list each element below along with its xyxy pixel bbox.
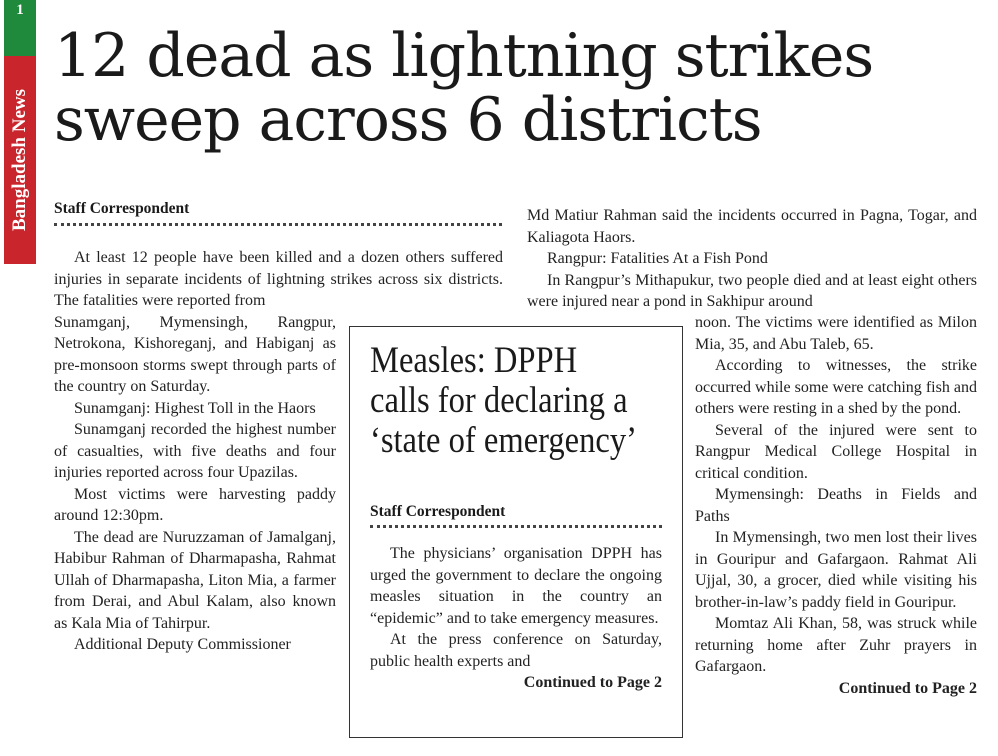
subhead: Mymensingh: Deaths in Fields and Paths (695, 486, 977, 525)
paragraph: According to witnesses, the strike occurred while some were catching fish and others were resting in a shed by the pond. (695, 357, 977, 417)
main-column-3 (695, 312, 977, 699)
paragraph: At least 12 people have been killed and a dozen others suffered injuries in separate incidents of lightning strikes across six districts. The fatalities were reported from (54, 249, 503, 309)
box-headline-line-3: ‘state of emergency’ (370, 420, 637, 461)
paragraph: Several of the injured were sent to Rangpur Medical College Hospital in critical condition. (695, 421, 977, 482)
paragraph: Most victims were harvesting paddy around 12:30pm. (54, 485, 336, 524)
subhead: Sunamganj: Highest Toll in the Haors (74, 399, 316, 417)
section-tab-green (4, 0, 36, 56)
paragraph: At the press conference on Saturday, public health experts and (370, 631, 662, 670)
box-body (370, 543, 662, 694)
paragraph: Momtaz Ali Khan, 58, was struck while returning home after Zuhr prayers in Gafargaon. (695, 615, 977, 675)
box-byline-divider (370, 525, 662, 528)
box-headline-line-1: Measles: DPPH (370, 340, 578, 381)
paragraph: Additional Deputy Commissioner (74, 636, 291, 653)
subhead: Rangpur: Fatalities At a Fish Pond (547, 250, 768, 267)
paragraph: In Rangpur’s Mithapukur, two people died and at least eight others were injured near a pond in Sakhipur around (527, 271, 977, 310)
paragraph: Sunamganj recorded the highest number of casualties, with five deaths and four injuries reported across four Upazilas. (54, 421, 336, 481)
main-byline: Staff Correspondent (54, 200, 190, 217)
headline-line-2: sweep across 6 districts (54, 85, 762, 155)
continued-link[interactable]: Continued to Page 2 (838, 679, 977, 697)
section-label: Bangladesh News (9, 89, 30, 231)
paragraph: Sunamganj, Mymensingh, Rangpur, Netrokona, Kishoreganj, and Habiganj as pre-monsoon storms swept through parts of the country on Saturday. (54, 313, 336, 395)
paragraph: In Mymensingh, two men lost their lives in Gouripur and Gafargaon. Rahmat Ali Ujjal, 30, a grocer, died while visiting his brother-in-law’s paddy field in Gouripur. (695, 529, 977, 611)
page-number: 1 (16, 2, 24, 18)
main-headline (54, 21, 984, 155)
paragraph: The dead are Nuruzzaman of Jamalganj, Habibur Rahman of Dharmapasha, Rahmat Ullah of Dharmapasha, Liton Mia, a farmer from Derai, and Abul Kalam, also known as Kala Mia of Tahirpur. (54, 528, 336, 632)
section-tab (4, 0, 36, 264)
sidebar-story-box (349, 326, 683, 738)
main-column-2 (527, 205, 977, 313)
paragraph: Md Matiur Rahman said the incidents occurred in Pagna, Togar, and Kaliagota Haors. (527, 207, 977, 246)
byline-divider (54, 223, 502, 226)
box-headline-line-2: calls for declaring a (370, 380, 628, 421)
paragraph: noon. The victims were identified as Milon Mia, 35, and Abu Taleb, 65. (695, 314, 977, 353)
box-byline: Staff Correspondent (370, 503, 506, 520)
paragraph: The physicians’ organisation DPPH has urged the government to declare the ongoing measles situation in the country an “epidemic” and to take emergency measures. (370, 545, 662, 627)
box-headline (370, 340, 637, 461)
box-continued-link[interactable]: Continued to Page 2 (523, 674, 662, 691)
headline-line-1: 12 dead as lightning strikes (54, 21, 874, 91)
